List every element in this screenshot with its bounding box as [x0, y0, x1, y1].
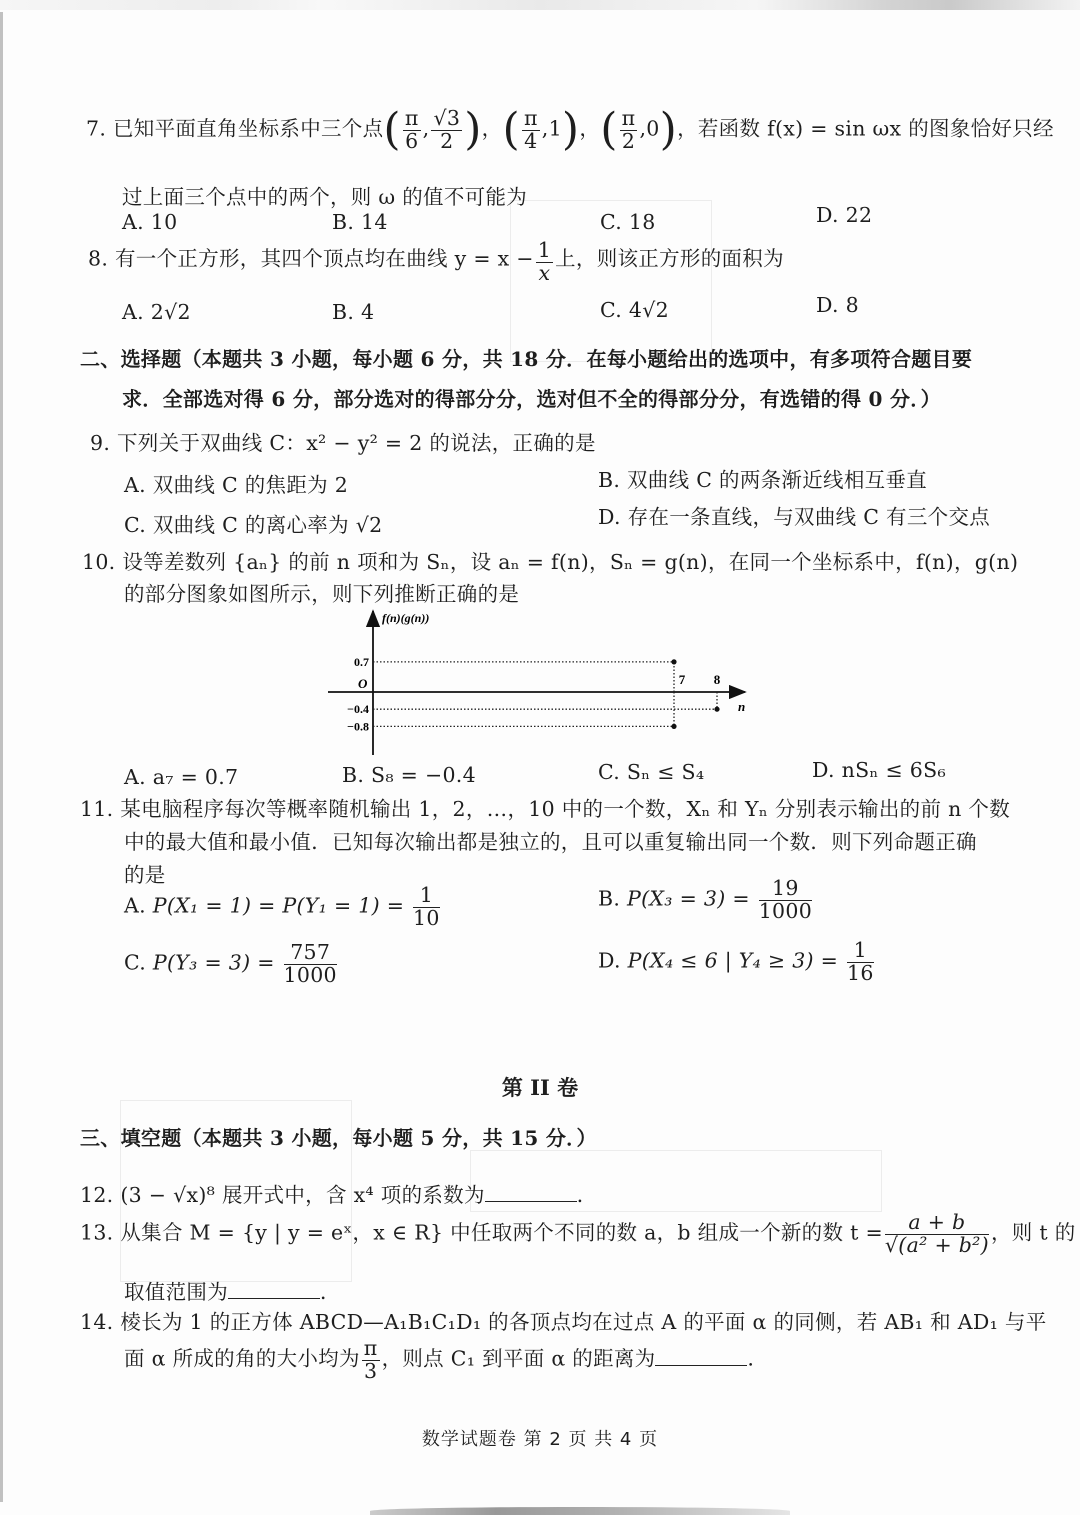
- denominator: √(a² + b²): [884, 1232, 989, 1257]
- question-stem: 棱长为 1 的正方体 ABCD—A₁B₁C₁D₁ 的各顶点均在过点 A 的平面 α 的同侧，若 AB₁ 和 AD₁ 与平: [120, 1310, 1047, 1334]
- chart-guides: [373, 662, 717, 727]
- option-a: A. a₇ = 0.7: [124, 765, 239, 789]
- section-2-heading: 二、选择题（本题共 3 小题，每小题 6 分，共 18 分．在每小题给出的选项中，有多项符合题目要: [80, 347, 973, 371]
- question-7: 7. 已知平面直角坐标系中三个点( $\frac{\pi}{6}$ , $\frac{√3}{2}$ )，( $\frac{\pi}{4}$ ,1)，( $\frac{\pi}{2}$ ,0)，若函数 f(x) = sin ωx 的图象恰好只经: [86, 104, 1054, 156]
- chart-points: [671, 659, 719, 729]
- denominator: 1000: [283, 962, 337, 987]
- denominator: 16: [846, 960, 874, 985]
- fraction: [522, 108, 540, 152]
- question-13: [80, 1212, 1076, 1256]
- denominator: 4: [524, 128, 538, 153]
- fraction: [431, 108, 462, 152]
- option-d: [598, 940, 876, 984]
- question-stem: 从集合 M = {y | y = eˣ，x ∈ R} 中任取两个不同的数 a，b 组成一个新的数 t =: [120, 1220, 883, 1245]
- period: ．: [747, 1346, 769, 1371]
- part-2-heading: 第 II 卷: [501, 1075, 579, 1100]
- numerator: 1: [847, 940, 874, 963]
- fraction: [847, 940, 874, 984]
- numerator: π: [523, 106, 538, 130]
- option-b: B. 14: [332, 210, 388, 234]
- numerator: π: [404, 106, 419, 130]
- paren: ): [561, 104, 580, 156]
- option-a: A. 双曲线 C 的焦距为 2: [124, 473, 349, 497]
- fraction: [759, 878, 812, 922]
- scan-bottom-edge: [370, 1507, 790, 1515]
- denominator: 1000: [758, 898, 813, 923]
- fraction: [620, 108, 638, 152]
- question-number: 10.: [82, 550, 116, 574]
- question-stem: ，若函数 f(x) = sin ωx 的图象恰好只经: [677, 116, 1054, 141]
- chart-labels: [347, 611, 745, 733]
- option-expression: P(X₁ = 1) = P(Y₁ = 1) =: [152, 893, 405, 918]
- numerator: a + b: [885, 1212, 989, 1235]
- y-axis-label: f(n)(g(n)): [382, 611, 430, 625]
- question-10-line2: 的部分图象如图所示，则下列推断正确的是: [124, 582, 520, 606]
- paren: (: [383, 104, 401, 156]
- option-label: A.: [124, 893, 146, 918]
- question-number: 13.: [80, 1220, 114, 1245]
- denominator: 3: [364, 1358, 378, 1383]
- paren: (: [502, 104, 520, 156]
- question-12: [80, 1178, 598, 1208]
- option-a: A. 2√2: [122, 300, 191, 324]
- question-expression: (3 − √x)⁸: [120, 1183, 216, 1207]
- fraction: [885, 1212, 989, 1256]
- question-8: [88, 240, 784, 284]
- period: ．: [576, 1183, 598, 1207]
- paren: ): [464, 104, 482, 156]
- denominator: 2: [621, 128, 636, 153]
- x-axis-label: n: [738, 699, 746, 714]
- y-tick-label: −0.4: [347, 702, 369, 717]
- question-9: [90, 426, 596, 456]
- question-stem: 设等差数列 {aₙ} 的前 n 项和为 Sₙ，设 aₙ = f(n)，Sₙ = g(n)，在同一个坐标系中，f(n)，g(n): [122, 550, 1019, 574]
- denominator: 2: [440, 128, 454, 153]
- option-c: C. 4√2: [600, 298, 669, 322]
- x-tick-label: 8: [713, 672, 721, 687]
- option-label: D.: [598, 948, 621, 973]
- fraction: [413, 885, 440, 929]
- period: ．: [320, 1280, 341, 1304]
- option-d: D. 8: [816, 293, 859, 317]
- denominator: 10: [413, 905, 440, 930]
- question-stem: ，则 t 的: [990, 1220, 1076, 1245]
- y-tick-label: −0.8: [347, 719, 369, 734]
- y-tick-label: 0.7: [354, 654, 369, 669]
- option-expression: P(Y₃ = 3) =: [152, 950, 275, 975]
- question-number: 7.: [86, 116, 107, 141]
- numerator: π: [621, 106, 636, 130]
- question-14-line2: [124, 1338, 768, 1382]
- option-c: C. Sₙ ≤ S₄: [598, 760, 705, 784]
- paren: ): [659, 104, 678, 156]
- section-2-heading-line2: 求．全部选对得 6 分，部分选对的得部分分，选对但不全的得部分分，有选错的得 0 分．）: [122, 387, 941, 411]
- option-a: A. 10: [122, 210, 178, 234]
- paren: (: [600, 104, 618, 156]
- option-c: C. 18: [600, 210, 656, 234]
- option-d: D. 22: [816, 203, 873, 227]
- x-tick-label: 7: [678, 672, 686, 687]
- numerator: √3: [433, 106, 461, 130]
- option-a: [124, 885, 442, 929]
- question-14: [80, 1305, 1047, 1335]
- answer-blank[interactable]: [655, 1347, 747, 1366]
- question-stem: 已知平面直角坐标系中三个点: [113, 116, 384, 141]
- numerator: 1: [413, 885, 440, 908]
- option-d: D. 存在一条直线，与双曲线 C 有三个交点: [598, 505, 991, 529]
- sequence-chart: [320, 605, 760, 765]
- question-stem: 面 α 所成的角的大小均为: [124, 1346, 360, 1371]
- numerator: 757: [284, 942, 337, 965]
- option-b: B. 4: [332, 300, 375, 324]
- answer-blank[interactable]: [228, 1280, 320, 1299]
- fraction: [403, 108, 421, 152]
- fraction: [536, 240, 553, 284]
- origin-label: O: [358, 676, 368, 691]
- question-stem: 上，则该正方形的面积为: [555, 246, 784, 271]
- question-stem: 取值范围为: [124, 1280, 228, 1304]
- data-point: [714, 707, 719, 712]
- question-11-line3: 的是: [124, 863, 166, 887]
- question-number: 9.: [90, 431, 111, 455]
- option-b: B. S₈ = −0.4: [342, 763, 476, 787]
- option-c: C. 双曲线 C 的离心率为 √2: [124, 513, 383, 537]
- data-point: [671, 659, 676, 664]
- question-7-line2: 过上面三个点中的两个，则 ω 的值不可能为: [122, 185, 528, 209]
- fraction: [362, 1338, 380, 1382]
- denominator: 6: [405, 128, 419, 153]
- page-footer: 数学试题卷 第 2 页 共 4 页: [421, 1429, 659, 1450]
- option-label: C.: [124, 950, 147, 975]
- data-point: [671, 724, 676, 729]
- point-y: 0: [646, 116, 660, 141]
- option-expression: P(X₃ = 3) =: [627, 886, 750, 911]
- question-13-line2: [124, 1275, 341, 1305]
- scan-top-edge: [0, 0, 1080, 10]
- question-stem: 某电脑程序每次等概率随机输出 1，2，…，10 中的一个数，Xₙ 和 Yₙ 分别表示输出的前 n 个数: [120, 797, 1010, 821]
- option-expression: P(X₄ ≤ 6 | Y₄ ≥ 3) =: [627, 948, 839, 973]
- question-number: 14.: [80, 1310, 114, 1334]
- option-label: B.: [598, 886, 621, 911]
- point-y: 1: [548, 116, 562, 141]
- numerator: π: [363, 1336, 378, 1360]
- question-stem: 展开式中，含 x⁴ 项的系数为: [215, 1183, 485, 1207]
- numerator: 19: [759, 878, 812, 901]
- option-c: [124, 942, 339, 986]
- scan-left-edge: [0, 12, 3, 1502]
- question-stem: 有一个正方形，其四个顶点均在曲线 y = x −: [115, 246, 534, 271]
- denominator: x: [538, 260, 551, 285]
- option-d: D. nSₙ ≤ 6S₆: [812, 758, 946, 782]
- question-11: [80, 792, 1010, 822]
- question-10: [82, 545, 1018, 575]
- question-number: 11.: [80, 797, 114, 821]
- question-stem: 下列关于双曲线 C：x² − y² = 2 的说法，正确的是: [117, 431, 596, 455]
- option-b: [598, 878, 814, 922]
- numerator: 1: [537, 238, 552, 262]
- answer-blank[interactable]: [485, 1183, 577, 1202]
- fraction: [284, 942, 337, 986]
- question-stem: ，则点 C₁ 到平面 α 的距离为: [381, 1346, 656, 1371]
- question-11-line2: 中的最大值和最小值．已知每次输出都是独立的，且可以重复输出同一个数．则下列命题正确: [124, 830, 977, 854]
- section-3-heading: 三、填空题（本题共 3 小题，每小题 5 分，共 15 分．）: [80, 1126, 597, 1150]
- question-number: 8.: [88, 246, 109, 271]
- question-number: 12.: [80, 1183, 114, 1207]
- option-b: B. 双曲线 C 的两条渐近线相互垂直: [598, 468, 928, 492]
